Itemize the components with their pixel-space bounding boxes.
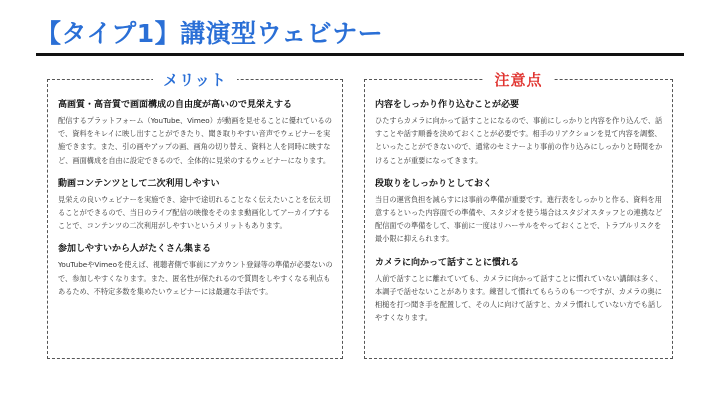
section-text: 当日の運営負担を減らすには事前の準備が重要です。進行表をしっかりと作る、資料を用意するといった内容面での準備や、スタジオを使う場合はスタジオスタッフとの連携など配信面での準備をして、事前に一度はリハーサルをやっておくことで、トラブルリスクを最小限に抑えられます。 [375,194,663,244]
merit-section [58,242,334,298]
caution-section [375,256,664,325]
caution-heading: 注意点 [484,71,552,89]
section-text: ひたすらカメラに向かって話すことになるので、事前にしっかりと内容を作り込んで、話すことや話す順番を決めておくことが必要です。相手のリアクションを見て内容を調整、といったことができないので、通常のセミナーより事前の作り込みにしっかりと時間をかけることが重要になってきます。 [375,116,663,165]
section-title: カメラに向かって話すことに慣れる [375,257,520,268]
section-text: 配信するプラットフォーム（YouTube、Vimeo）が動画を見せることに優れているので、資料をキレイに映し出すことができたり、聞き取りやすい音声でウェビナーを実施できます。また、引の画やアップの画、画角の切り替え、資料と人を同時に映すなど、画面構成を自由に設定できるので、全体的に見栄のするウェビナーになります。 [58,116,332,165]
caution-section [375,98,664,167]
section-text: YouTubeやVimeoを使えば、視聴者側で事前にアカウント登録等の準備が必要ないので、参加しやすくなります。また、匿名性が保たれるので質問をしやすくなる利点もあるため、不特定多数を集めたいウェビナーには最適な手法です。 [58,260,333,296]
merit-panel [47,71,343,359]
caution-section [375,177,664,246]
section-title: 段取りをしっかりとしておく [375,178,493,189]
merit-section [58,98,334,167]
section-title: 参加しやすいから人がたくさん集まる [58,244,212,255]
section-title: 内容をしっかり作り込むことが必要 [375,100,520,110]
section-text: 人前で話すことに離れていても、カメラに向かって話すことに慣れていない講師は多く、本調子で話せないことがあります。練習して慣れてもらうのも一つですが、カメラの奥に相槌を打つ聞き手を配置して、その人に向けて話すと、カメラ慣れしていない方でも話しやすくなります。 [375,273,663,323]
title-underline [36,53,684,56]
section-title: 高画質・高音質で画面構成の自由度が高いので見栄えする [58,100,293,110]
merit-section [58,177,334,233]
section-title: 動画コンテンツとして二次利用しやすい [58,178,220,189]
page-title: 【タイプ1】講演型ウェビナー [36,19,384,48]
caution-panel [364,71,673,359]
merit-heading: メリット [153,71,236,89]
section-text: 見栄えの良いウェビナーを実施でき、途中で途切れることなく伝えたいことを伝え切ることができるので、当日のライブ配信の映像をそのまま動画化してアーカイブすることで、コンテンツの二次利用がしやすいというメリットもあります。 [58,194,331,231]
